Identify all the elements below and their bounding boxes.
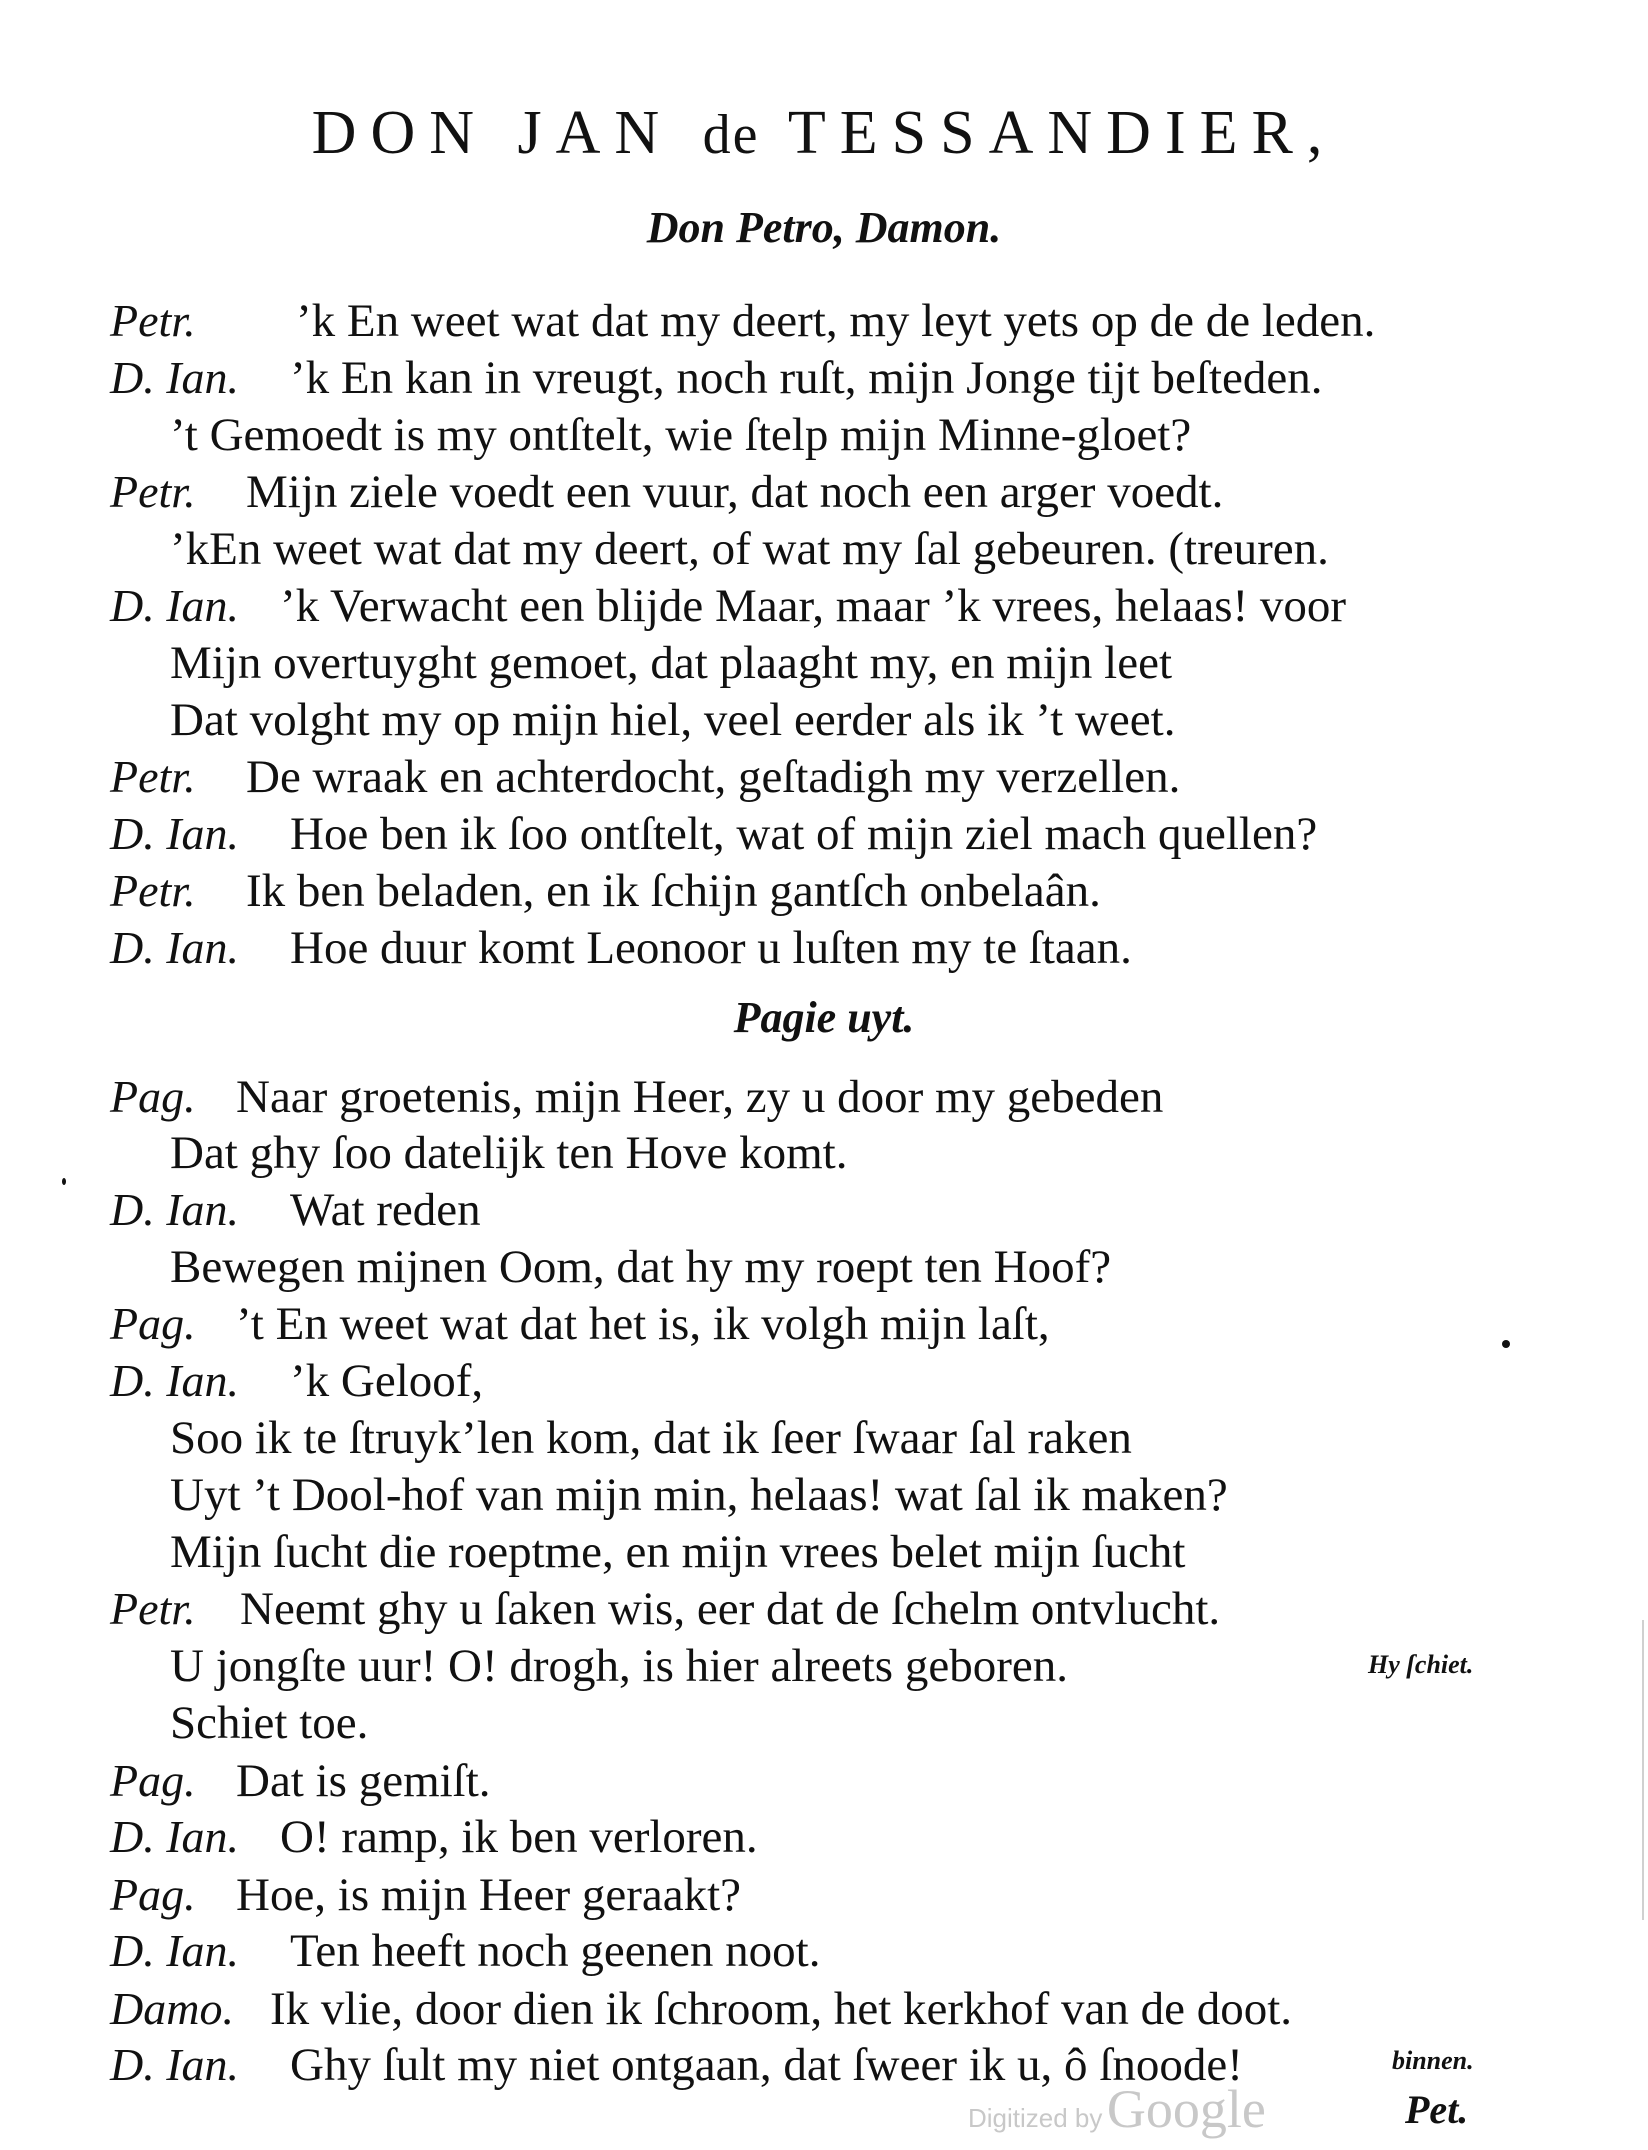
verse-text: Bewegen mijnen Oom, dat hy my roept ten Hoof? bbox=[170, 1241, 1112, 1293]
verse-text: O! ramp, ik ben verloren. bbox=[280, 1811, 758, 1863]
verse-text: Hoe duur komt Leonoor u luſten my te ſtaan. bbox=[290, 922, 1132, 974]
title-connector: de bbox=[702, 104, 760, 166]
speaker-label: D. Ian. bbox=[110, 580, 240, 631]
margin-note: Hy ſchiet. bbox=[1368, 1650, 1474, 1679]
speaker-label: Petr. bbox=[110, 1583, 196, 1634]
verse-text: Dat volght my op mijn hiel, veel eerder als ik ’t weet. bbox=[170, 694, 1176, 746]
speaker-label: Pag. bbox=[110, 1071, 196, 1122]
verse-text: ’k Geloof, bbox=[290, 1355, 484, 1407]
speaker-label: D. Ian. bbox=[110, 1811, 240, 1862]
paper-speck bbox=[1502, 1340, 1510, 1348]
speaker-label: D. Ian. bbox=[110, 1355, 240, 1406]
stage-direction: Don Petro, Damon. bbox=[646, 203, 1002, 252]
verse-text: ’k En kan in vreugt, noch ruſt, mijn Jonge tijt beſteden. bbox=[290, 352, 1323, 404]
speaker-label: Damo. bbox=[110, 1983, 234, 2034]
speaker-label: Petr. bbox=[110, 295, 196, 346]
verse-text: Ten heeft noch geenen noot. bbox=[290, 1925, 821, 1977]
margin-note: binnen. bbox=[1392, 2046, 1474, 2075]
verse-text: Mijn ſucht die roeptme, en mijn vrees belet mijn ſucht bbox=[170, 1526, 1186, 1578]
verse-text: De wraak en achterdocht, geſtadigh my verzellen. bbox=[246, 751, 1181, 803]
verse-text: Mijn overtuyght gemoet, dat plaaght my, en mijn leet bbox=[170, 637, 1173, 689]
verse-text: Ik vlie, door dien ik ſchroom, het kerkhof van de doot. bbox=[270, 1983, 1292, 2035]
speaker-label: Petr. bbox=[110, 751, 196, 802]
verse-text: ’kEn weet wat dat my deert, of wat my ſal gebeuren. (treuren. bbox=[170, 523, 1329, 575]
page-edge-shadow bbox=[1642, 1620, 1644, 1920]
verse-text: Soo ik te ſtruyk’len kom, dat ik ſeer ſwaar ſal raken bbox=[170, 1412, 1132, 1464]
speaker-label: Petr. bbox=[110, 466, 196, 517]
title-main: DON JAN bbox=[311, 99, 674, 167]
verse-text: Ik ben beladen, en ik ſchijn gantſch onbelaân. bbox=[246, 865, 1101, 917]
speaker-label: Pag. bbox=[110, 1755, 196, 1806]
title-rest: TESSANDIER, bbox=[787, 99, 1337, 167]
verse-text: U jongſte uur! O! drogh, is hier alreets geboren. bbox=[170, 1640, 1068, 1692]
speaker-label: D. Ian. bbox=[110, 808, 240, 859]
stage-direction: Pagie uyt. bbox=[733, 993, 915, 1042]
verse-text: Ghy ſult my niet ontgaan, dat ſweer ik u, ô ſnoode! bbox=[290, 2039, 1243, 2091]
verse-text: ’t En weet wat dat het is, ik volgh mijn laſt, bbox=[236, 1298, 1050, 1350]
catchword: Pet. bbox=[1405, 2087, 1469, 2132]
speaker-label: D. Ian. bbox=[110, 1184, 240, 1235]
paper-speck bbox=[62, 1178, 66, 1185]
speaker-label: D. Ian. bbox=[110, 922, 240, 973]
watermark-prefix: Digitized by bbox=[968, 2103, 1103, 2133]
verse-text: Wat reden bbox=[290, 1184, 481, 1236]
speaker-label: D. Ian. bbox=[110, 2039, 240, 2090]
digitized-watermark bbox=[968, 2078, 1266, 2140]
verse-text: ’k En weet wat dat my deert, my leyt yets op de de leden. bbox=[296, 295, 1376, 347]
page-title bbox=[0, 98, 1648, 169]
google-logo: Google bbox=[1106, 2079, 1266, 2139]
verse-text: ’k Verwacht een blijde Maar, maar ’k vrees, helaas! voor bbox=[280, 580, 1347, 632]
verse-text: Dat is gemiſt. bbox=[236, 1755, 491, 1807]
verse-text: Dat ghy ſoo datelijk ten Hove komt. bbox=[170, 1127, 848, 1179]
speaker-label: D. Ian. bbox=[110, 1925, 240, 1976]
verse-text: Schiet toe. bbox=[170, 1697, 369, 1749]
verse-text: Naar groetenis, mijn Heer, zy u door my gebeden bbox=[236, 1071, 1164, 1123]
verse-text: Hoe, is mijn Heer geraakt? bbox=[236, 1869, 742, 1921]
verse-text: Neemt ghy u ſaken wis, eer dat de ſchelm ontvlucht. bbox=[240, 1583, 1221, 1635]
verse-text: Uyt ’t Dool-hof van mijn min, helaas! wat ſal ik maken? bbox=[170, 1469, 1228, 1521]
speaker-label: Pag. bbox=[110, 1869, 196, 1920]
speaker-label: D. Ian. bbox=[110, 352, 240, 403]
verse-text: ’t Gemoedt is my ontſtelt, wie ſtelp mijn Minne-gloet? bbox=[170, 409, 1192, 461]
speaker-label: Petr. bbox=[110, 865, 196, 916]
verse-text: Hoe ben ik ſoo ontſtelt, wat of mijn ziel mach quellen? bbox=[290, 808, 1318, 860]
speaker-label: Pag. bbox=[110, 1298, 196, 1349]
verse-text: Mijn ziele voedt een vuur, dat noch een arger voedt. bbox=[246, 466, 1224, 518]
